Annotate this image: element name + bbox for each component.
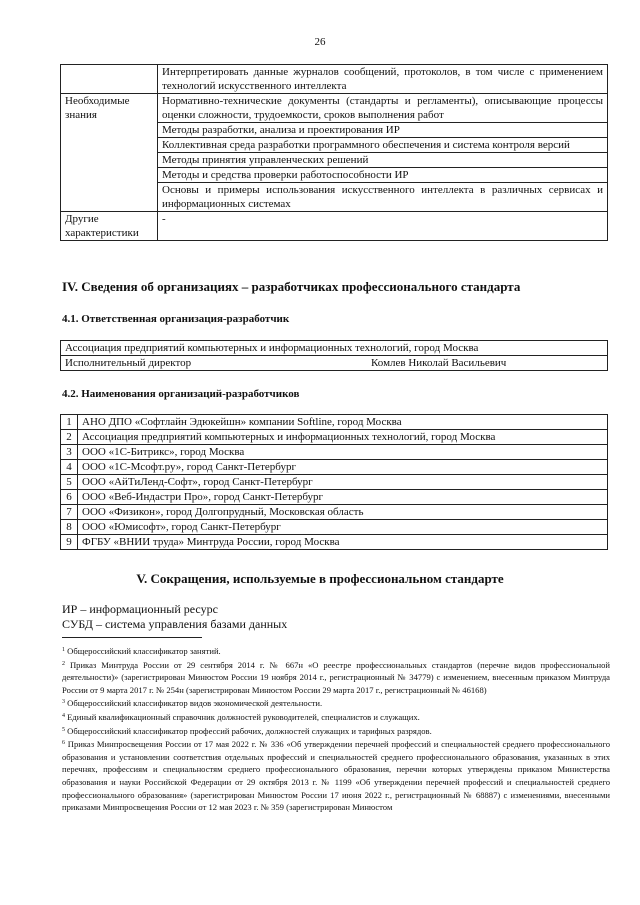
footnote [62,724,610,738]
table-row [61,65,608,94]
table-row [61,505,608,520]
row-label: Другие характеристики [61,212,158,241]
row-item: Основы и примеры использования искусственного интеллекта в различных сервисах и информационных системах [158,183,608,212]
responsible-org-name: Ассоциация предприятий компьютерных и информационных технологий, город Москва [61,341,608,356]
row-item: - [158,212,608,241]
developer-orgs-table [60,414,608,550]
footnote [62,737,610,814]
abbreviation-dbms: СУБД – система управления базами данных [62,617,288,631]
table-row [61,535,608,550]
footnote-text: Единый квалификационный справочник должностей руководителей, специалистов и служащих. [67,711,420,722]
footnote-text: Приказ Минпросвещения России от 17 мая 2022 г. № 336 «Об утверждении перечней профессий и специальностей среднего профессионального образования и установлении соответствия отдельных профессий и специальностей среднего профессионального образования, указанных в этих перечнях, профессиям и специальностям среднего профессионального образования, перечни которых утверждены приказом Министерства образования и науки Российской Федерации от 29 октября 2013 г. № 1199 «Об утверждении перечней профессий и специальностей среднего профессионального образования» (зарегистрирован Минюстом России 17 июня 2022 г., регистрационный № 68887) с изменениями, внесенными приказами Минпросвещения России от 12 мая 2023 г. № 359 (зарегистрирован Минюстом [62,739,610,813]
section-4-2-title: 4.2. Наименования организаций-разработчиков [62,388,300,400]
table-row [61,356,608,371]
row-item: Методы принятия управленческих решений [158,153,608,168]
org-number: 7 [61,505,78,520]
row-item: Методы разработки, анализа и проектирования ИР [158,123,608,138]
org-number: 2 [61,430,78,445]
table-row [61,415,608,430]
footnote-marker: 3 [62,699,65,706]
table-row [61,430,608,445]
org-name: ООО «Физикон», город Долгопрудный, Московская область [78,505,608,520]
footnotes [62,644,610,814]
footnote [62,658,610,697]
position-title: Исполнительный директор [65,357,192,369]
section-5-title: V. Сокращения, используемые в профессиональном стандарте [136,571,504,586]
footnote-marker: 4 [62,712,65,719]
org-name: ООО «Юмисофт», город Санкт-Петербург [78,520,608,535]
responsible-org-table [60,340,608,371]
footnote-text: Общероссийский классификатор профессий рабочих, должностей служащих и тарифных разрядов. [67,725,432,736]
org-name: ООО «Веб-Индастри Про», город Санкт-Петербург [78,490,608,505]
org-name: ООО «АйТиЛенд-Софт», город Санкт-Петербург [78,475,608,490]
footnote-marker: 1 [62,647,65,653]
table-row [61,460,608,475]
org-number: 8 [61,520,78,535]
table-row [61,94,608,123]
table-row [61,445,608,460]
footnote [62,696,610,710]
org-number: 5 [61,475,78,490]
footnote-marker: 2 [62,660,65,667]
org-name: Ассоциация предприятий компьютерных и информационных технологий, город Москва [78,430,608,445]
abbreviation-ir: ИР – информационный ресурс [62,602,218,616]
table-row [61,520,608,535]
row-label [61,65,158,94]
page-number: 26 [314,36,326,48]
responsible-person-cell [61,356,608,371]
org-number: 4 [61,460,78,475]
org-name: АНО ДПО «Софтлайн Эдюкейшн» компании Softline, город Москва [78,415,608,430]
competency-table [60,64,608,241]
footnote-text: Приказ Минтруда России от 29 сентября 2014 г. № 667н «О реестре профессиональных стандартов (перечне видов профессиональной деятельности)» (зарегистрирован Минюстом России 19 ноября 2014 г., регистрационный № 34779) с изменением, внесенным приказом Минтруда России от 9 марта 2017 г. № 254н (зарегистрирован Минюстом России 29 марта 2017 г., регистрационный № 46168) [62,659,610,695]
section-4-1-title: 4.1. Ответственная организация-разработчик [62,313,290,325]
footnote [62,710,610,724]
footnote-marker: 6 [62,740,65,747]
row-item: Методы и средства проверки работоспособности ИР [158,168,608,183]
person-name: Комлев Николай Васильевич [371,357,507,369]
table-row [61,475,608,490]
footnote [62,644,610,658]
footnote-divider [62,637,202,638]
row-item: Интерпретировать данные журналов сообщений, протоколов, в том числе с применением технологий искусственного интеллекта [158,65,608,94]
org-number: 1 [61,415,78,430]
table-row [61,490,608,505]
footnote-text: Общероссийский классификатор занятий. [67,646,221,656]
row-item: Нормативно-технические документы (стандарты и регламенты), описывающие процессы оценки сложности, трудоемкости, сроков выполнения работ [158,94,608,123]
org-number: 6 [61,490,78,505]
org-number: 9 [61,535,78,550]
footnote-text: Общероссийский классификатор видов экономической деятельности. [67,698,323,709]
row-label: Необходимые знания [61,94,158,212]
section-4-title: IV. Сведения об организациях – разработчиках профессионального стандарта [62,279,521,294]
row-item: Коллективная среда разработки программного обеспечения и система контроля версий [158,138,608,153]
org-number: 3 [61,445,78,460]
table-row [61,212,608,241]
org-name: ООО «1С-Мсофт.ру», город Санкт-Петербург [78,460,608,475]
footnote-marker: 5 [62,726,65,733]
table-row [61,341,608,356]
org-name: ООО «1С-Битрикс», город Москва [78,445,608,460]
org-name: ФГБУ «ВНИИ труда» Минтруда России, город Москва [78,535,608,550]
